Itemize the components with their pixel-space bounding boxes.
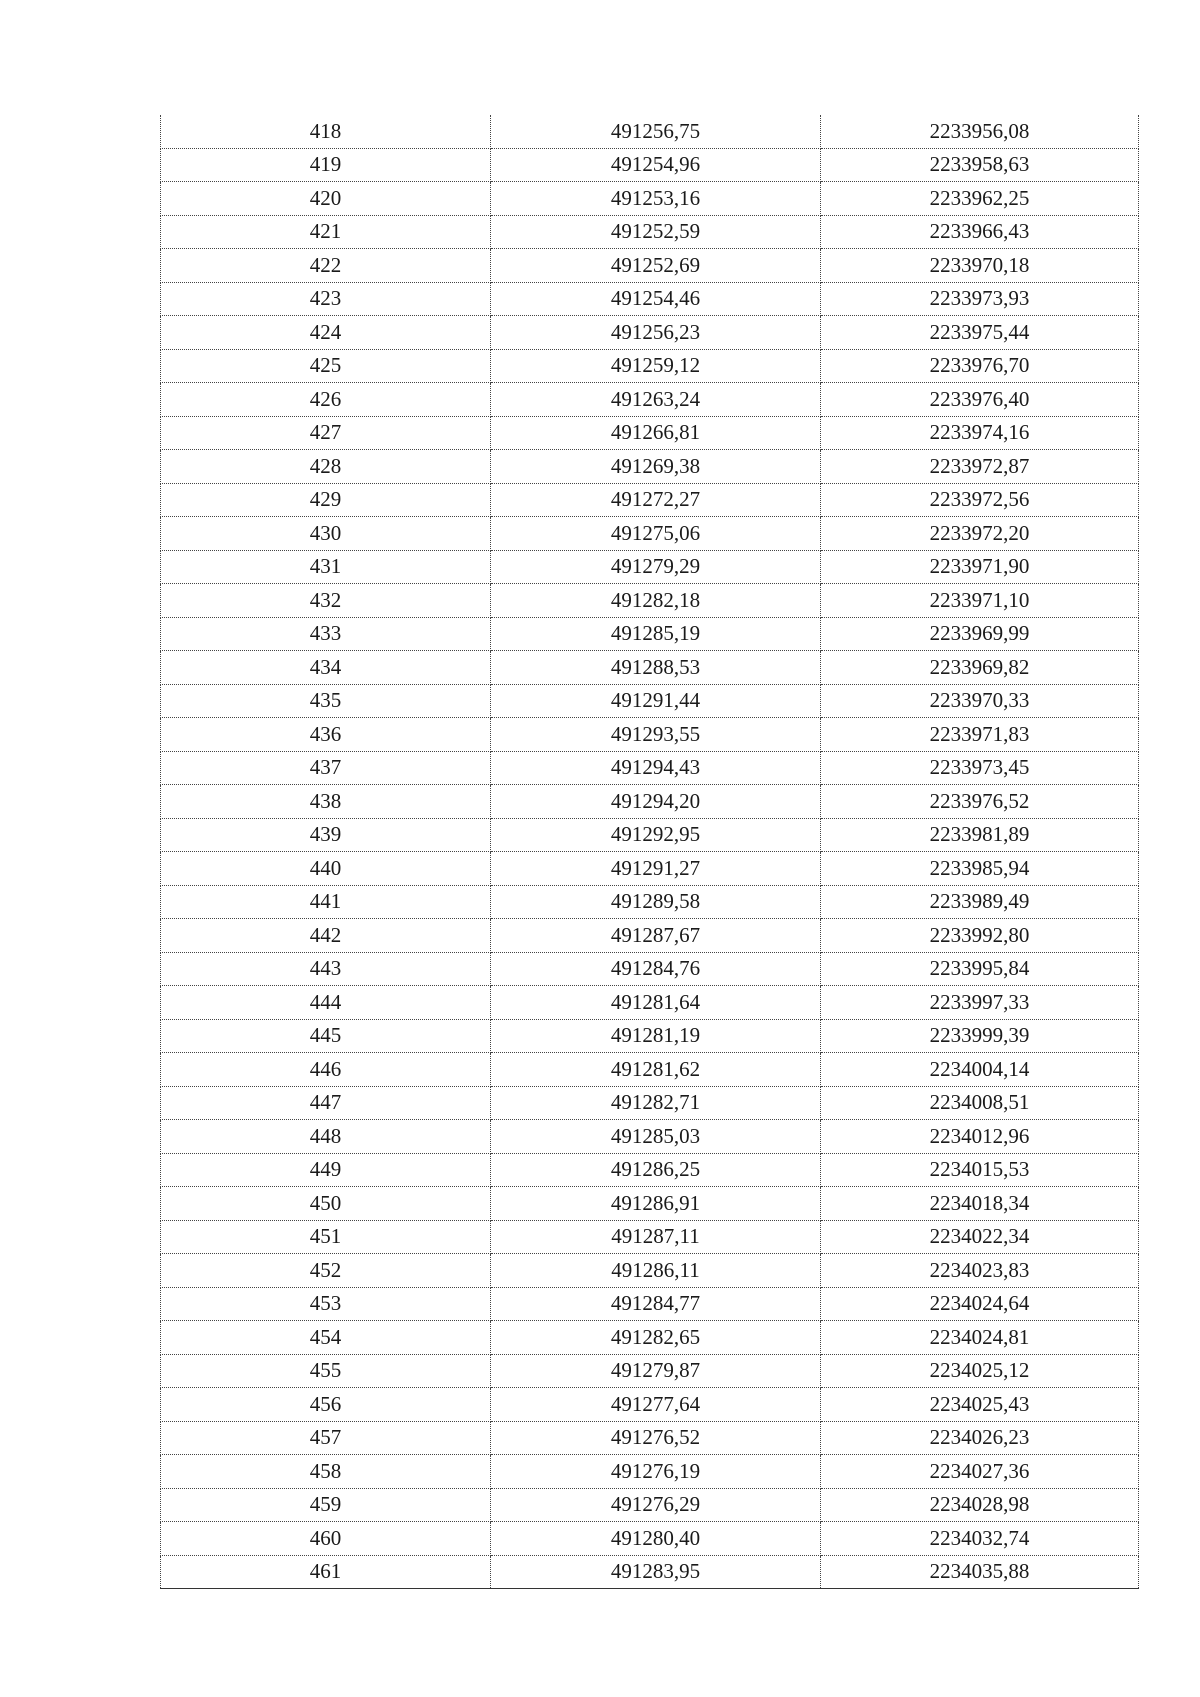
table-row: [161, 1421, 1139, 1455]
x-coordinate-cell: 491266,81: [491, 416, 821, 450]
x-coordinate-cell: 491288,53: [491, 651, 821, 685]
table-row: [161, 1086, 1139, 1120]
point-number-cell: 428: [161, 450, 491, 484]
point-number-cell: 430: [161, 517, 491, 551]
x-coordinate-cell: 491283,95: [491, 1555, 821, 1589]
x-coordinate-cell: 491252,59: [491, 215, 821, 249]
y-coordinate-cell: 2233973,93: [821, 282, 1139, 316]
table-row: [161, 316, 1139, 350]
y-coordinate-cell: 2233997,33: [821, 986, 1139, 1020]
table-row: [161, 852, 1139, 886]
point-number-cell: 431: [161, 550, 491, 584]
point-number-cell: 421: [161, 215, 491, 249]
y-coordinate-cell: 2233969,82: [821, 651, 1139, 685]
y-coordinate-cell: 2234025,12: [821, 1354, 1139, 1388]
x-coordinate-cell: 491252,69: [491, 249, 821, 283]
x-coordinate-cell: 491256,75: [491, 115, 821, 148]
y-coordinate-cell: 2234028,98: [821, 1488, 1139, 1522]
table-row: [161, 282, 1139, 316]
point-number-cell: 420: [161, 182, 491, 216]
x-coordinate-cell: 491256,23: [491, 316, 821, 350]
point-number-cell: 434: [161, 651, 491, 685]
table-row: [161, 148, 1139, 182]
table-row: [161, 1354, 1139, 1388]
y-coordinate-cell: 2234024,64: [821, 1287, 1139, 1321]
x-coordinate-cell: 491281,19: [491, 1019, 821, 1053]
table-row: [161, 1488, 1139, 1522]
table-row: [161, 1053, 1139, 1087]
point-number-cell: 453: [161, 1287, 491, 1321]
y-coordinate-cell: 2234027,36: [821, 1455, 1139, 1489]
table-row: [161, 1153, 1139, 1187]
y-coordinate-cell: 2233956,08: [821, 115, 1139, 148]
x-coordinate-cell: 491285,19: [491, 617, 821, 651]
point-number-cell: 459: [161, 1488, 491, 1522]
y-coordinate-cell: 2233974,16: [821, 416, 1139, 450]
table-row: [161, 785, 1139, 819]
table-row: [161, 1220, 1139, 1254]
y-coordinate-cell: 2234023,83: [821, 1254, 1139, 1288]
y-coordinate-cell: 2234025,43: [821, 1388, 1139, 1422]
point-number-cell: 435: [161, 684, 491, 718]
table-row: [161, 952, 1139, 986]
point-number-cell: 458: [161, 1455, 491, 1489]
table-row: [161, 1321, 1139, 1355]
x-coordinate-cell: 491272,27: [491, 483, 821, 517]
x-coordinate-cell: 491285,03: [491, 1120, 821, 1154]
point-number-cell: 447: [161, 1086, 491, 1120]
table-row: [161, 1187, 1139, 1221]
y-coordinate-cell: 2233962,25: [821, 182, 1139, 216]
point-number-cell: 418: [161, 115, 491, 148]
y-coordinate-cell: 2234032,74: [821, 1522, 1139, 1556]
x-coordinate-cell: 491275,06: [491, 517, 821, 551]
x-coordinate-cell: 491287,11: [491, 1220, 821, 1254]
point-number-cell: 432: [161, 584, 491, 618]
point-number-cell: 461: [161, 1555, 491, 1589]
point-number-cell: 450: [161, 1187, 491, 1221]
y-coordinate-cell: 2233975,44: [821, 316, 1139, 350]
point-number-cell: 439: [161, 818, 491, 852]
point-number-cell: 437: [161, 751, 491, 785]
x-coordinate-cell: 491279,29: [491, 550, 821, 584]
table-row: [161, 1455, 1139, 1489]
table-row: [161, 349, 1139, 383]
point-number-cell: 452: [161, 1254, 491, 1288]
y-coordinate-cell: 2233981,89: [821, 818, 1139, 852]
table-row: [161, 818, 1139, 852]
point-number-cell: 442: [161, 919, 491, 953]
y-coordinate-cell: 2233992,80: [821, 919, 1139, 953]
y-coordinate-cell: 2233970,18: [821, 249, 1139, 283]
x-coordinate-cell: 491286,91: [491, 1187, 821, 1221]
table-row: [161, 215, 1139, 249]
point-number-cell: 460: [161, 1522, 491, 1556]
table-row: [161, 885, 1139, 919]
y-coordinate-cell: 2234035,88: [821, 1555, 1139, 1589]
y-coordinate-cell: 2233971,10: [821, 584, 1139, 618]
table-row: [161, 483, 1139, 517]
table-row: [161, 416, 1139, 450]
y-coordinate-cell: 2234018,34: [821, 1187, 1139, 1221]
x-coordinate-cell: 491254,96: [491, 148, 821, 182]
x-coordinate-cell: 491276,29: [491, 1488, 821, 1522]
x-coordinate-cell: 491276,19: [491, 1455, 821, 1489]
y-coordinate-cell: 2234022,34: [821, 1220, 1139, 1254]
point-number-cell: 436: [161, 718, 491, 752]
table-row: [161, 751, 1139, 785]
x-coordinate-cell: 491254,46: [491, 282, 821, 316]
y-coordinate-cell: 2233995,84: [821, 952, 1139, 986]
point-number-cell: 444: [161, 986, 491, 1020]
point-number-cell: 443: [161, 952, 491, 986]
point-number-cell: 451: [161, 1220, 491, 1254]
table-row: [161, 550, 1139, 584]
x-coordinate-cell: 491259,12: [491, 349, 821, 383]
table-row: [161, 919, 1139, 953]
table-row: [161, 617, 1139, 651]
y-coordinate-cell: 2233972,87: [821, 450, 1139, 484]
y-coordinate-cell: 2233969,99: [821, 617, 1139, 651]
x-coordinate-cell: 491291,44: [491, 684, 821, 718]
y-coordinate-cell: 2233966,43: [821, 215, 1139, 249]
table-row: [161, 584, 1139, 618]
y-coordinate-cell: 2234004,14: [821, 1053, 1139, 1087]
point-number-cell: 456: [161, 1388, 491, 1422]
point-number-cell: 419: [161, 148, 491, 182]
y-coordinate-cell: 2234008,51: [821, 1086, 1139, 1120]
point-number-cell: 455: [161, 1354, 491, 1388]
y-coordinate-cell: 2233976,70: [821, 349, 1139, 383]
table-row: [161, 182, 1139, 216]
x-coordinate-cell: 491291,27: [491, 852, 821, 886]
table-row: [161, 986, 1139, 1020]
table-row: [161, 517, 1139, 551]
point-number-cell: 429: [161, 483, 491, 517]
table-row: [161, 383, 1139, 417]
x-coordinate-cell: 491284,77: [491, 1287, 821, 1321]
y-coordinate-cell: 2233970,33: [821, 684, 1139, 718]
table-row: [161, 1522, 1139, 1556]
x-coordinate-cell: 491263,24: [491, 383, 821, 417]
x-coordinate-cell: 491269,38: [491, 450, 821, 484]
point-number-cell: 426: [161, 383, 491, 417]
y-coordinate-cell: 2234012,96: [821, 1120, 1139, 1154]
x-coordinate-cell: 491253,16: [491, 182, 821, 216]
point-number-cell: 446: [161, 1053, 491, 1087]
y-coordinate-cell: 2233985,94: [821, 852, 1139, 886]
point-number-cell: 438: [161, 785, 491, 819]
y-coordinate-cell: 2234026,23: [821, 1421, 1139, 1455]
x-coordinate-cell: 491276,52: [491, 1421, 821, 1455]
table-row: [161, 1019, 1139, 1053]
point-number-cell: 424: [161, 316, 491, 350]
x-coordinate-cell: 491279,87: [491, 1354, 821, 1388]
y-coordinate-cell: 2233972,56: [821, 483, 1139, 517]
y-coordinate-cell: 2234024,81: [821, 1321, 1139, 1355]
point-number-cell: 433: [161, 617, 491, 651]
point-number-cell: 440: [161, 852, 491, 886]
table-row: [161, 1388, 1139, 1422]
y-coordinate-cell: 2234015,53: [821, 1153, 1139, 1187]
point-number-cell: 457: [161, 1421, 491, 1455]
x-coordinate-cell: 491286,25: [491, 1153, 821, 1187]
point-number-cell: 445: [161, 1019, 491, 1053]
table-row: [161, 1555, 1139, 1589]
table-row: [161, 1120, 1139, 1154]
coordinates-table-body: [161, 115, 1139, 1589]
x-coordinate-cell: 491280,40: [491, 1522, 821, 1556]
x-coordinate-cell: 491294,20: [491, 785, 821, 819]
x-coordinate-cell: 491292,95: [491, 818, 821, 852]
x-coordinate-cell: 491287,67: [491, 919, 821, 953]
y-coordinate-cell: 2233989,49: [821, 885, 1139, 919]
x-coordinate-cell: 491284,76: [491, 952, 821, 986]
table-row: [161, 684, 1139, 718]
y-coordinate-cell: 2233972,20: [821, 517, 1139, 551]
table-row: [161, 1287, 1139, 1321]
point-number-cell: 425: [161, 349, 491, 383]
x-coordinate-cell: 491282,65: [491, 1321, 821, 1355]
x-coordinate-cell: 491286,11: [491, 1254, 821, 1288]
x-coordinate-cell: 491293,55: [491, 718, 821, 752]
y-coordinate-cell: 2233973,45: [821, 751, 1139, 785]
point-number-cell: 449: [161, 1153, 491, 1187]
x-coordinate-cell: 491282,18: [491, 584, 821, 618]
table-row: [161, 249, 1139, 283]
point-number-cell: 441: [161, 885, 491, 919]
point-number-cell: 427: [161, 416, 491, 450]
y-coordinate-cell: 2233971,83: [821, 718, 1139, 752]
point-number-cell: 423: [161, 282, 491, 316]
y-coordinate-cell: 2233976,40: [821, 383, 1139, 417]
x-coordinate-cell: 491294,43: [491, 751, 821, 785]
y-coordinate-cell: 2233958,63: [821, 148, 1139, 182]
x-coordinate-cell: 491281,62: [491, 1053, 821, 1087]
x-coordinate-cell: 491289,58: [491, 885, 821, 919]
table-row: [161, 1254, 1139, 1288]
point-number-cell: 448: [161, 1120, 491, 1154]
point-number-cell: 422: [161, 249, 491, 283]
y-coordinate-cell: 2233999,39: [821, 1019, 1139, 1053]
x-coordinate-cell: 491282,71: [491, 1086, 821, 1120]
table-row: [161, 651, 1139, 685]
table-row: [161, 115, 1139, 148]
table-row: [161, 450, 1139, 484]
x-coordinate-cell: 491277,64: [491, 1388, 821, 1422]
table-row: [161, 718, 1139, 752]
y-coordinate-cell: 2233971,90: [821, 550, 1139, 584]
y-coordinate-cell: 2233976,52: [821, 785, 1139, 819]
x-coordinate-cell: 491281,64: [491, 986, 821, 1020]
coordinates-table: [160, 115, 1139, 1589]
point-number-cell: 454: [161, 1321, 491, 1355]
